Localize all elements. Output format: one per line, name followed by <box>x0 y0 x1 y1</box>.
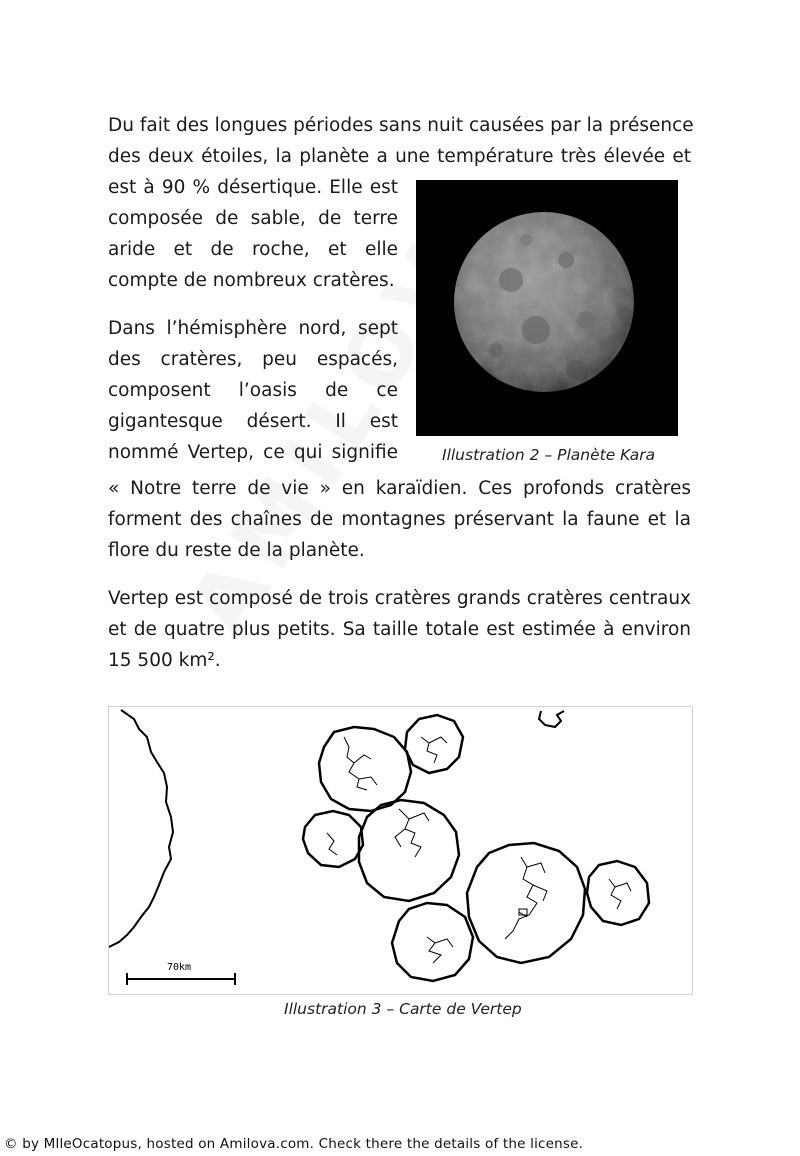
crater-6 <box>392 903 473 981</box>
crater-7 <box>587 861 649 925</box>
paragraph-1-line-6 <box>108 265 398 296</box>
paragraph-2-line-1 <box>108 313 398 344</box>
text-line: Vertep est composé de trois cratères grands cratères centraux <box>108 588 691 609</box>
text-line: des cratères, peu espacés, <box>108 349 398 370</box>
text-line: « Notre terre de vie » en karaïdien. Ces profonds cratères <box>108 478 691 499</box>
paragraph-2-line-7 <box>108 504 691 535</box>
paragraph-2-line-8 <box>108 535 691 566</box>
paragraph-1-line-5 <box>108 234 398 265</box>
map-caption: Illustration 3 – Carte de Vertep <box>284 1000 522 1018</box>
paragraph-3-line-3 <box>108 645 691 676</box>
island-top <box>539 711 564 727</box>
scale-label: 70km <box>167 962 192 973</box>
crater-4 <box>359 800 459 901</box>
crater-1 <box>319 727 411 811</box>
paragraph-2-line-3 <box>108 375 398 406</box>
paragraph-2-line-4 <box>108 406 398 437</box>
text-line: est à 90 % désertique. Elle est <box>108 177 398 198</box>
planet-caption: Illustration 2 – Planète Kara <box>442 446 656 464</box>
paragraph-2-line-2 <box>108 344 398 375</box>
planet-illustration <box>416 180 678 436</box>
license-footer: © by MlleOcatopus, hosted on Amilova.com. Check there the details of the license. <box>4 1136 584 1152</box>
text-line: composent l’oasis de ce <box>108 380 398 401</box>
paragraph-1-line-1 <box>108 110 694 141</box>
text-line: forment des chaînes de montagnes préservant la faune et la <box>108 509 691 530</box>
paragraph-2-line-5 <box>108 437 398 468</box>
text-line: 15 500 km². <box>108 650 221 671</box>
paragraph-3-line-2 <box>108 614 691 645</box>
crater-3 <box>303 811 363 867</box>
text-line: Dans l’hémisphère nord, sept <box>108 318 398 339</box>
paragraph-1-line-2 <box>108 141 691 172</box>
vertep-map <box>108 706 693 995</box>
text-line: nommé Vertep, ce qui signifie <box>108 442 398 463</box>
text-line: flore du reste de la planète. <box>108 540 365 561</box>
paragraph-1-line-4 <box>108 203 398 234</box>
text-line: composée de sable, de terre <box>108 208 398 229</box>
text-line: et de quatre plus petits. Sa taille totale est estimée à environ <box>108 619 691 640</box>
paragraph-2-line-6 <box>108 473 691 504</box>
paragraph-1-line-3 <box>108 172 398 203</box>
coastline <box>109 710 173 947</box>
crater-2 <box>405 715 463 773</box>
map-drawing <box>109 707 692 994</box>
paragraph-3-line-1 <box>108 583 691 614</box>
text-line: aride et de roche, et elle <box>108 239 398 260</box>
crater-5 <box>467 843 585 963</box>
planet-image <box>416 180 678 436</box>
text-line: des deux étoiles, la planète a une température très élevée et <box>108 146 691 167</box>
text-line: Du fait des longues périodes sans nuit causées par la présence <box>108 115 694 136</box>
scale-bar <box>127 973 235 985</box>
text-line: compte de nombreux cratères. <box>108 270 395 291</box>
text-line: gigantesque désert. Il est <box>108 411 398 432</box>
